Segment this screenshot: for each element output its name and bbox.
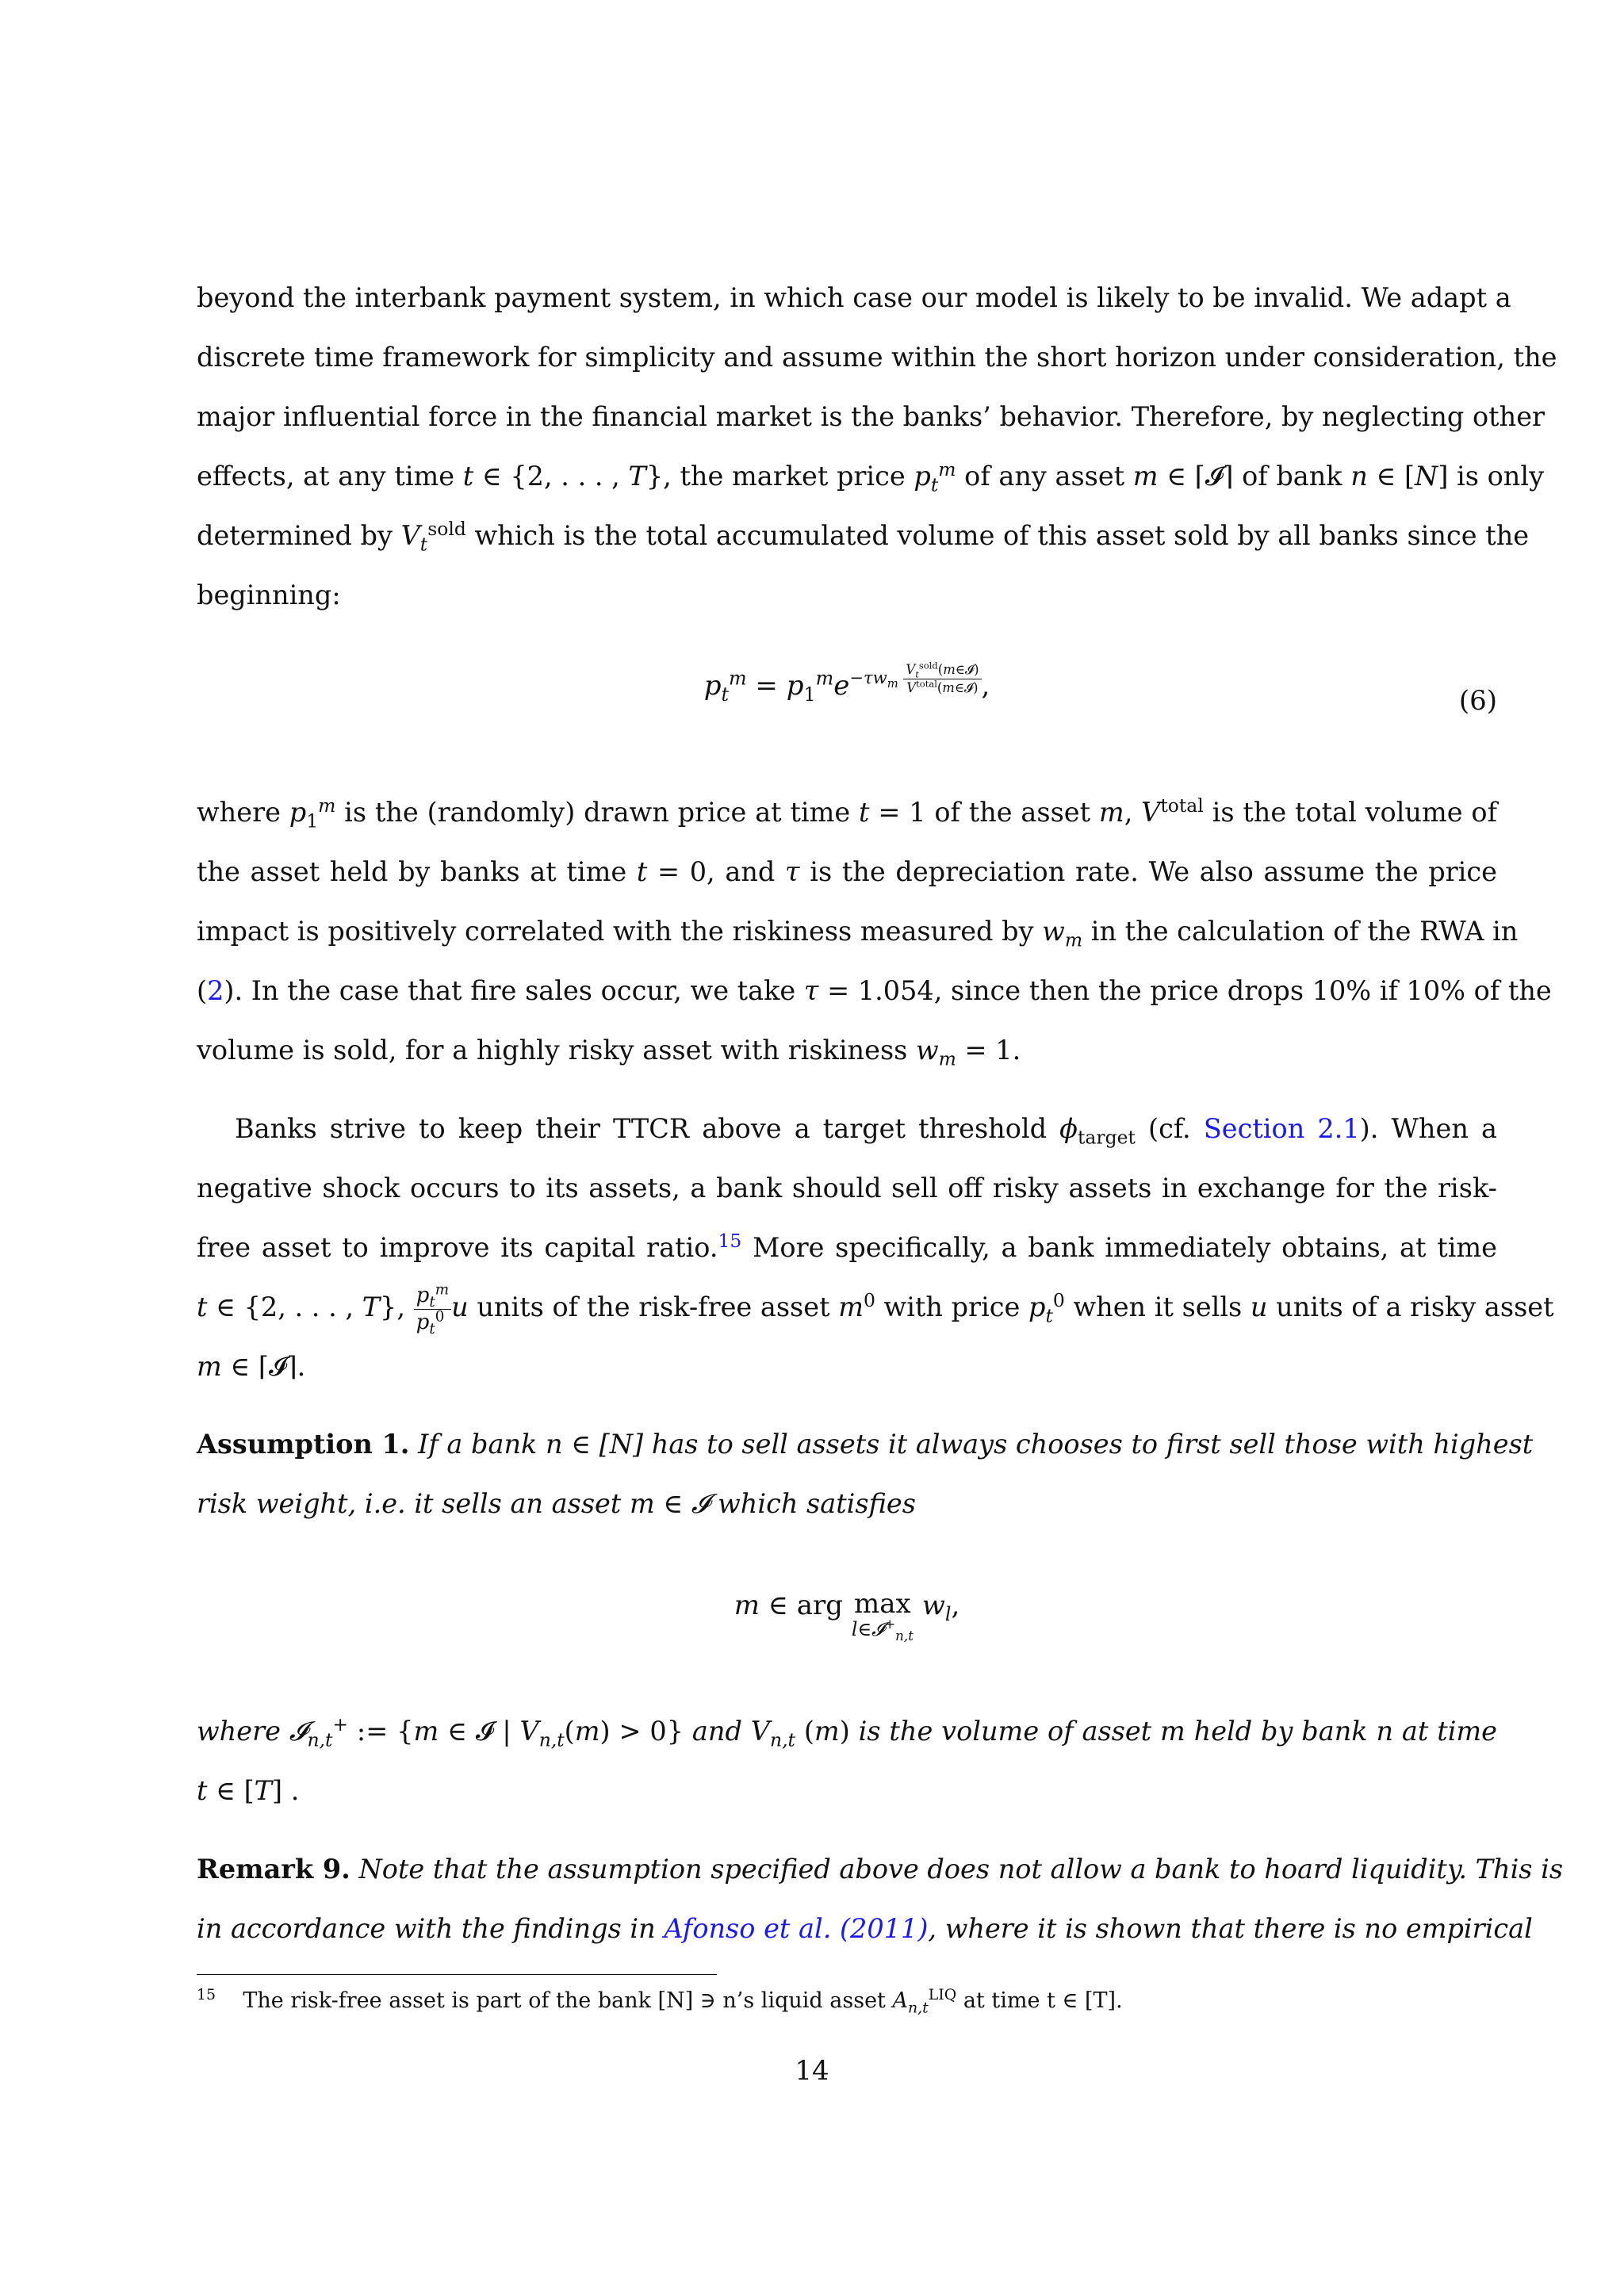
page-number: 14 bbox=[795, 2055, 829, 2087]
equation-number: (6) bbox=[1458, 685, 1497, 717]
assumption-line-3: where 𝓘$_{n,t}$+ := {m ∈ 𝓘 | $V_{n,t}(m) > 0$} and $V_{n,t}$ (m) is the volume of asset m held by bank n at time bbox=[197, 1712, 1497, 1751]
equation-6: $p_t^m = p_1^me^{-\tau w_m \frac{V_t^{sold}(m\in 𝓘)}{V^{total}(m\in 𝓘)}}$ , bbox=[703, 660, 990, 706]
p1-line-5: determined by $V_t^{sold}$ which is the total accumulated volume of this asset sold by all banks since the bbox=[197, 517, 1530, 556]
assumption-label: Assumption 1. bbox=[197, 1429, 410, 1460]
remark-line-2: in accordance with the findings in Afonso et al. (2011), where it is shown that there is no empirical bbox=[197, 1913, 1533, 1944]
p1-line-2: discrete time framework for simplicity and assume within the short horizon under consideration, the bbox=[197, 342, 1557, 373]
p3-line-3: free asset to improve its capital ratio.$^{15}$ More specifically, a bank immediately obtains, at time bbox=[197, 1229, 1498, 1263]
p2-line-4: (2). In the case that fire sales occur, we take τ = 1.054, since then the price drops 10% if 10% of the bbox=[197, 975, 1552, 1006]
section-2-1-link[interactable]: Section 2.1 bbox=[1203, 1113, 1360, 1144]
p2-line-5: volume is sold, for a highly risky asset with riskiness $w_m = 1$. bbox=[197, 1035, 1021, 1070]
p2-line-2: the asset held by banks at time t = 0, and τ is the depreciation rate. We also assume the price bbox=[197, 856, 1497, 887]
footnote-15-link[interactable]: 15 bbox=[718, 1229, 742, 1252]
afonso-citation-link[interactable]: Afonso et al. (2011) bbox=[664, 1913, 929, 1944]
p3-line-2: negative shock occurs to its assets, a bank should sell off risky assets in exchange for the risk- bbox=[197, 1173, 1497, 1203]
p1-line-1: beyond the interbank payment system, in which case our model is likely to be invalid. We adapt a bbox=[197, 282, 1511, 313]
remark-label: Remark 9. bbox=[197, 1854, 350, 1885]
p1-line-3: major influential force in the financial market is the banks’ behavior. Therefore, by neglecting other bbox=[197, 401, 1545, 432]
p1-line-4: effects, at any time t ∈ {2, . . . , T}, the market price $p_t^m$ of any asset m ∈ ⌈𝓘⌉ of bank n ∈ [N] is only bbox=[197, 457, 1544, 496]
footnote-rule bbox=[197, 1974, 717, 1975]
remark-line-1: Remark 9. Note that the assumption specified above does not allow a bank to hoard liquidity. This is bbox=[197, 1854, 1564, 1885]
p1-line-6: beginning: bbox=[197, 580, 341, 610]
assumption-line-2: risk weight, i.e. it sells an asset m ∈ 𝓘 which satisfies bbox=[197, 1488, 916, 1519]
assumption-line-1: Assumption 1. If a bank n ∈ [N] has to sell assets it always chooses to first sell those with highest bbox=[197, 1429, 1534, 1460]
footnote-15: $^{15}$ The risk-free asset is part of the bank [N] ∋ n’s liquid asset $A_{n,t}^{LIQ}$ at time t ∈ [T]. bbox=[197, 1986, 1123, 2017]
equation-2-link[interactable]: 2 bbox=[207, 975, 224, 1006]
footnote-mark: 15 bbox=[197, 1986, 216, 2003]
p3-line-5: m ∈ ⌈𝓘⌉. bbox=[197, 1351, 306, 1382]
p3-line-1: Banks strive to keep their TTCR above a target threshold $\phi_{target}$ (cf. Section 2.1). When a bbox=[235, 1113, 1497, 1149]
assumption-line-4: t ∈ [T] . bbox=[197, 1775, 300, 1806]
argmax-equation: m ∈ arg max l∈𝓘+$_{n,t}$ $w_l$, bbox=[733, 1588, 960, 1644]
p3-line-4: t ∈ {2, . . . , T}, $\frac{p_t^m}{p_t^0}$ u units of the risk-free asset $m^0$ with price $p_t^0$ when it sells u units of a risky asset bbox=[197, 1281, 1554, 1337]
p2-line-1: where $p_1^m$ is the (randomly) drawn price at time t = 1 of the asset m, $V^{total}$ is the total volume of bbox=[197, 794, 1497, 832]
p2-line-3: impact is positively correlated with the riskiness measured by $w_m$ in the calculation of the RWA in bbox=[197, 916, 1519, 951]
